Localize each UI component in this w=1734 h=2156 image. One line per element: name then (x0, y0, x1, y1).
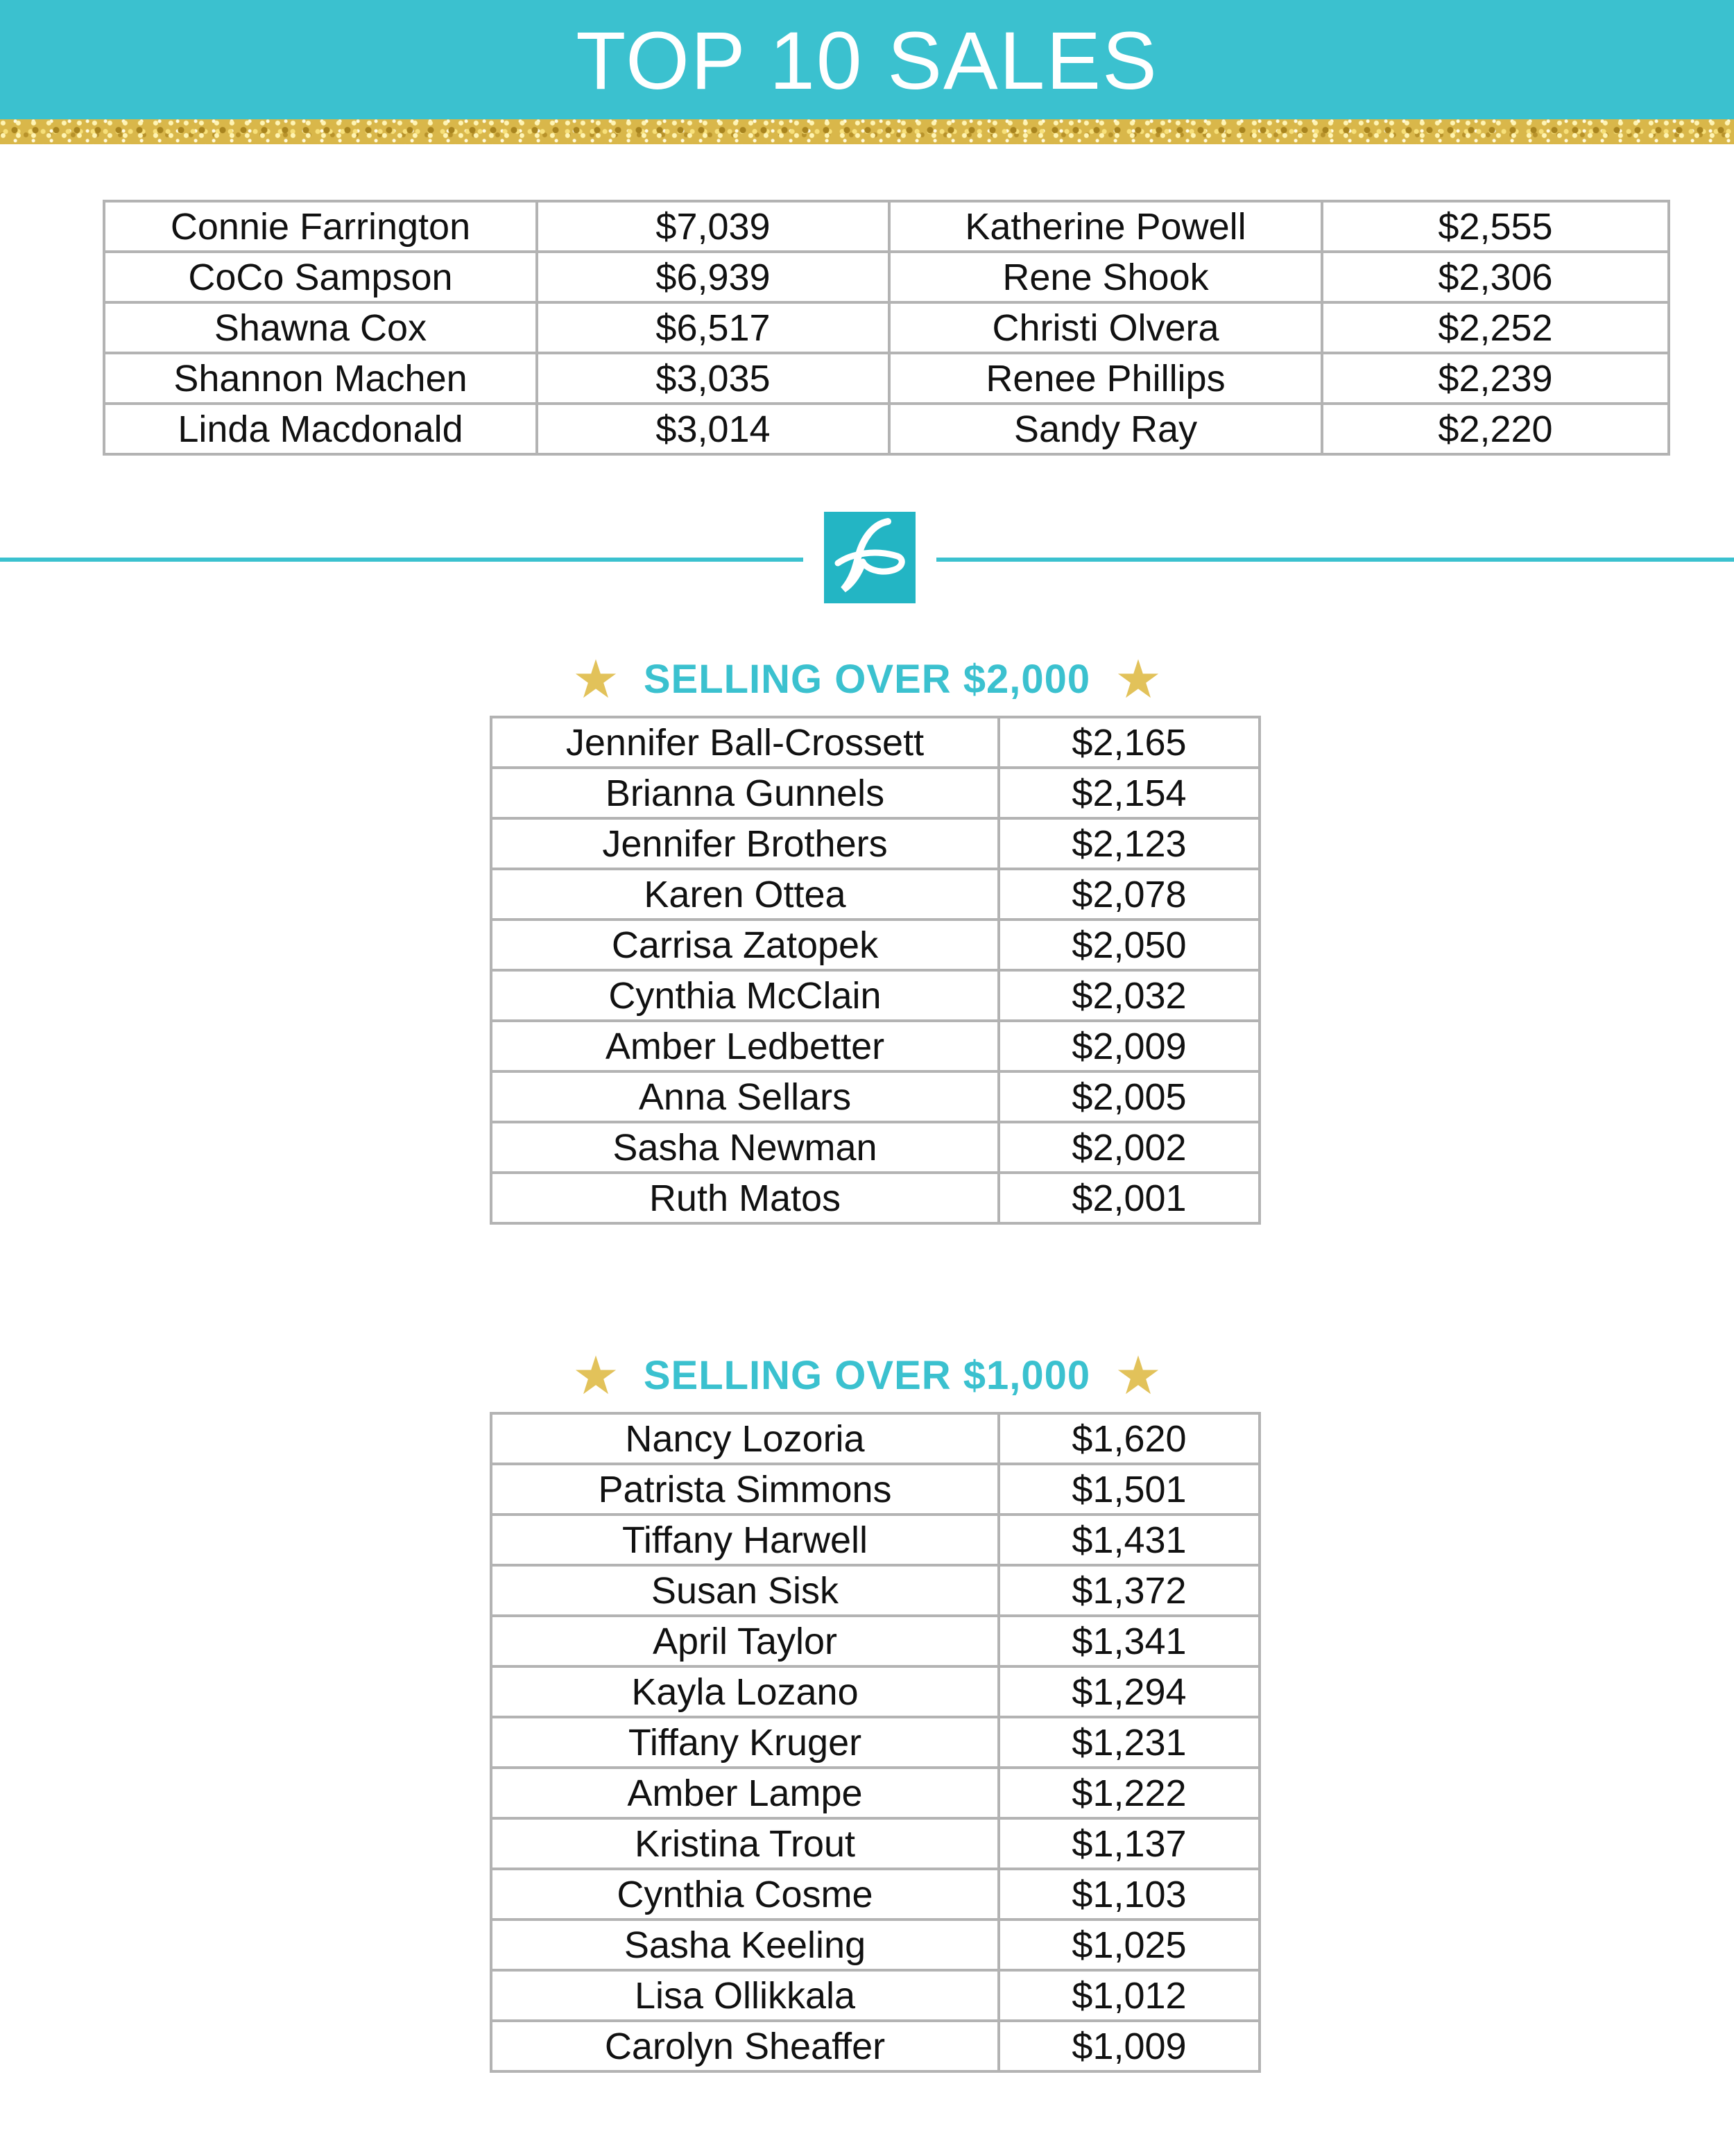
top10-amount-cell: $6,939 (537, 252, 889, 302)
section-heading-over-2000 (0, 651, 1734, 707)
seller-amount-cell: $1,372 (999, 1565, 1260, 1616)
seller-name-cell: Sasha Newman (491, 1122, 999, 1173)
seller-amount-cell: $1,294 (999, 1666, 1260, 1717)
seller-amount-cell: $1,231 (999, 1717, 1260, 1768)
seller-name-cell: Tiffany Harwell (491, 1515, 999, 1565)
seller-amount-cell: $1,103 (999, 1869, 1260, 1920)
seller-name-cell: April Taylor (491, 1616, 999, 1666)
seller-amount-cell: $1,222 (999, 1768, 1260, 1818)
page-title: TOP 10 SALES (576, 15, 1158, 107)
table-row (491, 1464, 1260, 1515)
gold-glitter-strip (0, 119, 1734, 144)
seller-name-cell: Carolyn Sheaffer (491, 2021, 999, 2071)
seller-amount-cell: $1,137 (999, 1818, 1260, 1869)
table-row (491, 2021, 1260, 2071)
seller-amount-cell: $2,009 (999, 1021, 1260, 1071)
top10-amount-cell: $3,014 (537, 404, 889, 454)
table-row (491, 1173, 1260, 1223)
seller-amount-cell: $2,123 (999, 818, 1260, 869)
seller-amount-cell: $2,078 (999, 869, 1260, 920)
seller-amount-cell: $2,001 (999, 1173, 1260, 1223)
top10-amount-cell: $2,306 (1322, 252, 1669, 302)
seller-amount-cell: $2,032 (999, 970, 1260, 1021)
top10-amount-cell: $6,517 (537, 302, 889, 353)
table-row (491, 1565, 1260, 1616)
seller-name-cell: Cynthia Cosme (491, 1869, 999, 1920)
table-row (104, 404, 1669, 454)
section-heading-text: SELLING OVER $1,000 (643, 1352, 1091, 1398)
table-row (491, 1818, 1260, 1869)
section-heading-text: SELLING OVER $2,000 (643, 656, 1091, 702)
seller-name-cell: Ruth Matos (491, 1173, 999, 1223)
seller-name-cell: Patrista Simmons (491, 1464, 999, 1515)
table-row (104, 302, 1669, 353)
table-row (491, 869, 1260, 920)
top10-name-cell: Katherine Powell (889, 201, 1322, 252)
table-row (104, 353, 1669, 404)
top10-name-cell: Shawna Cox (104, 302, 537, 353)
seller-amount-cell: $2,050 (999, 920, 1260, 970)
seller-amount-cell: $1,012 (999, 1970, 1260, 2021)
table-row (491, 1122, 1260, 1173)
seller-name-cell: Brianna Gunnels (491, 768, 999, 818)
top10-amount-cell: $2,220 (1322, 404, 1669, 454)
seller-name-cell: Cynthia McClain (491, 970, 999, 1021)
table-row (491, 818, 1260, 869)
seller-name-cell: Lisa Ollikkala (491, 1970, 999, 2021)
table-row (491, 970, 1260, 1021)
seller-name-cell: Tiffany Kruger (491, 1717, 999, 1768)
seller-amount-cell: $2,002 (999, 1122, 1260, 1173)
star-icon (1117, 1354, 1160, 1397)
table-row (491, 1616, 1260, 1666)
table-row (491, 1413, 1260, 1464)
section-heading-over-1000 (0, 1347, 1734, 1403)
seller-amount-cell: $2,154 (999, 768, 1260, 818)
seller-amount-cell: $2,005 (999, 1071, 1260, 1122)
top10-name-cell: Rene Shook (889, 252, 1322, 302)
over-2000-table (490, 716, 1261, 1225)
table-row (104, 252, 1669, 302)
table-row (491, 1666, 1260, 1717)
table-row (491, 717, 1260, 768)
table-row (491, 1920, 1260, 1970)
seller-name-cell: Kristina Trout (491, 1818, 999, 1869)
seller-name-cell: Carrisa Zatopek (491, 920, 999, 970)
seller-amount-cell: $1,620 (999, 1413, 1260, 1464)
table-row (491, 768, 1260, 818)
seller-name-cell: Anna Sellars (491, 1071, 999, 1122)
seller-amount-cell: $1,009 (999, 2021, 1260, 2071)
seller-amount-cell: $1,341 (999, 1616, 1260, 1666)
top10-amount-cell: $7,039 (537, 201, 889, 252)
seller-name-cell: Kayla Lozano (491, 1666, 999, 1717)
divider-line-right (936, 558, 1734, 562)
top10-name-cell: CoCo Sampson (104, 252, 537, 302)
star-icon (574, 657, 617, 700)
seller-amount-cell: $1,431 (999, 1515, 1260, 1565)
seller-name-cell: Susan Sisk (491, 1565, 999, 1616)
seller-name-cell: Jennifer Brothers (491, 818, 999, 869)
seller-amount-cell: $2,165 (999, 717, 1260, 768)
seller-name-cell: Sasha Keeling (491, 1920, 999, 1970)
top10-amount-cell: $2,555 (1322, 201, 1669, 252)
top10-name-cell: Shannon Machen (104, 353, 537, 404)
seller-amount-cell: $1,501 (999, 1464, 1260, 1515)
top10-table (103, 200, 1670, 456)
top10-name-cell: Sandy Ray (889, 404, 1322, 454)
top10-name-cell: Linda Macdonald (104, 404, 537, 454)
top10-amount-cell: $2,252 (1322, 302, 1669, 353)
seller-name-cell: Jennifer Ball-Crossett (491, 717, 999, 768)
seller-name-cell: Amber Lampe (491, 1768, 999, 1818)
top10-name-cell: Christi Olvera (889, 302, 1322, 353)
top10-name-cell: Connie Farrington (104, 201, 537, 252)
table-row (491, 1021, 1260, 1071)
table-row (491, 1869, 1260, 1920)
table-row (491, 1768, 1260, 1818)
top10-name-cell: Renee Phillips (889, 353, 1322, 404)
seller-name-cell: Karen Ottea (491, 869, 999, 920)
seller-name-cell: Amber Ledbetter (491, 1021, 999, 1071)
table-row (491, 1970, 1260, 2021)
over-1000-table (490, 1412, 1261, 2073)
table-row (491, 1717, 1260, 1768)
table-row (491, 1071, 1260, 1122)
top10-amount-cell: $2,239 (1322, 353, 1669, 404)
divider-line-left (0, 558, 803, 562)
seller-amount-cell: $1,025 (999, 1920, 1260, 1970)
top10-amount-cell: $3,035 (537, 353, 889, 404)
table-row (491, 1515, 1260, 1565)
table-row (491, 920, 1260, 970)
star-icon (574, 1354, 617, 1397)
brand-ribbon-icon (824, 512, 916, 603)
table-row (104, 201, 1669, 252)
star-icon (1117, 657, 1160, 700)
seller-name-cell: Nancy Lozoria (491, 1413, 999, 1464)
